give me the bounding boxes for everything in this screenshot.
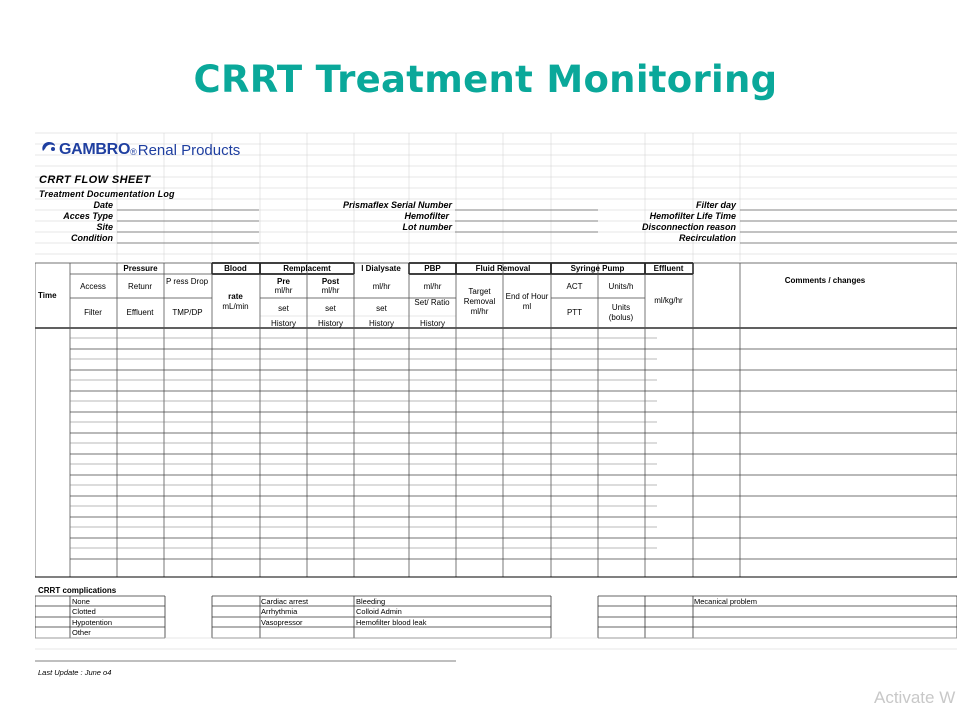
header-pbp-set-ratio: Set/ Ratio — [414, 298, 450, 307]
hemofilter-input[interactable] — [455, 211, 597, 221]
header-replacement: Remplacemt — [283, 264, 331, 273]
header-pbp-history: History — [420, 319, 445, 328]
header-target-removal: Target Removal ml/hr — [463, 287, 496, 316]
header-time: Time — [38, 291, 57, 300]
field-label-lot: Lot number — [402, 222, 452, 232]
header-post-set: set — [325, 304, 336, 313]
header-access: Access — [80, 282, 106, 291]
header-pre-history: History — [271, 319, 296, 328]
header-tmp-dp: TMP/DP — [172, 308, 203, 317]
field-label-disconnection: Disconnection reason — [641, 222, 736, 232]
recirculation-input[interactable] — [740, 233, 957, 243]
header-dialysate-mlhr: ml/hr — [372, 282, 391, 291]
header-post-mlhr: ml/hr — [321, 286, 340, 295]
lot-number-input[interactable] — [455, 222, 597, 232]
header-act: ACT — [566, 282, 583, 291]
header-ml-kg-hr: ml/kg/hr — [654, 296, 683, 305]
header-dialysate: l Dialysate — [361, 264, 401, 273]
header-syringe-pump: Syringe Pump — [570, 264, 625, 273]
complication-mechanical-problem[interactable]: Mecanical problem — [694, 597, 757, 606]
field-label-filter-day: Filter day — [695, 200, 736, 210]
gambro-logo — [41, 137, 240, 159]
gambro-swoosh-icon — [41, 141, 57, 153]
crrt-flow-sheet — [35, 131, 957, 681]
logo-brand: GAMBRO — [59, 141, 131, 158]
condition-input[interactable] — [117, 233, 259, 243]
complication-other[interactable]: Other — [72, 628, 91, 637]
header-ptt: PTT — [566, 308, 583, 317]
field-label-life-time: Hemofilter Life Time — [649, 211, 736, 221]
header-ml-min: mL/min — [222, 302, 249, 311]
header-pbp-mlhr: ml/hr — [423, 282, 442, 291]
date-input[interactable] — [117, 200, 259, 210]
header-pre-mlhr: ml/hr — [274, 286, 293, 295]
field-label-hemofilter: Hemofilter — [404, 211, 449, 221]
complication-vasopressor[interactable]: Vasopressor — [261, 618, 303, 627]
header-pressure: Pressure — [123, 264, 158, 273]
complication-none[interactable]: None — [72, 597, 90, 606]
complication-arrhythmia[interactable]: Arrhythmia — [261, 607, 298, 616]
header-end-of-hour: End of Hour ml — [505, 292, 549, 311]
header-dialysate-history: History — [369, 319, 394, 328]
complication-bleeding[interactable]: Bleeding — [356, 597, 386, 606]
complication-hypotension[interactable]: Hypotention — [72, 618, 113, 627]
disconnection-reason-input[interactable] — [740, 222, 957, 232]
sheet-subtitle: Treatment Documentation Log — [39, 189, 175, 199]
complication-blood-leak[interactable]: Hemofilter blood leak — [356, 618, 427, 627]
last-update: Last Update : June o4 — [38, 668, 112, 677]
sheet-title: CRRT FLOW SHEET — [39, 174, 151, 186]
header-rate: rate — [228, 292, 243, 301]
logo-division: Renal Products — [137, 142, 241, 159]
header-post-history: History — [318, 319, 343, 328]
header-units-h: Units/h — [608, 282, 634, 291]
field-label-condition: Condition — [71, 233, 113, 243]
complication-colloid-admin[interactable]: Colloid Admin — [356, 607, 402, 616]
serial-number-input[interactable] — [455, 200, 597, 210]
complications-title: CRRT complications — [38, 586, 117, 595]
field-label-site: Site — [96, 222, 113, 232]
access-type-input[interactable] — [117, 211, 259, 221]
field-label-access-type: Acces Type — [63, 211, 113, 221]
site-input[interactable] — [117, 222, 259, 232]
life-time-input[interactable] — [740, 211, 957, 221]
header-effluent-pressure: Effluent — [126, 308, 154, 317]
slide-title: CRRT Treatment Monitoring — [193, 58, 778, 101]
activate-windows-watermark: Activate W — [874, 688, 956, 707]
header-return: Retunr — [127, 282, 152, 291]
header-blood: Blood — [224, 264, 247, 273]
header-dialysate-set: set — [376, 304, 387, 313]
complication-clotted[interactable]: Clotted — [72, 607, 96, 616]
logo-registered-mark: ® — [130, 147, 137, 157]
header-comments: Comments / changes — [784, 276, 866, 285]
field-label-serial: Prismaflex Serial Number — [342, 200, 452, 210]
header-post: Post — [321, 277, 340, 286]
header-pre: Pre — [277, 277, 290, 286]
header-fluid-removal: Fluid Removal — [475, 264, 531, 273]
header-filter: Filter — [84, 308, 102, 317]
header-pre-set: set — [278, 304, 289, 313]
complication-cardiac-arrest[interactable]: Cardiac arrest — [261, 597, 309, 606]
header-press-drop: P ress Drop — [166, 277, 209, 286]
header-units-bolus: Units (bolus) — [608, 303, 634, 322]
field-label-recirculation: Recirculation — [678, 233, 736, 243]
header-pbp: PBP — [424, 264, 441, 273]
field-label-date: Date — [93, 200, 113, 210]
header-effluent: Effluent — [653, 264, 684, 273]
filter-day-input[interactable] — [740, 200, 957, 210]
